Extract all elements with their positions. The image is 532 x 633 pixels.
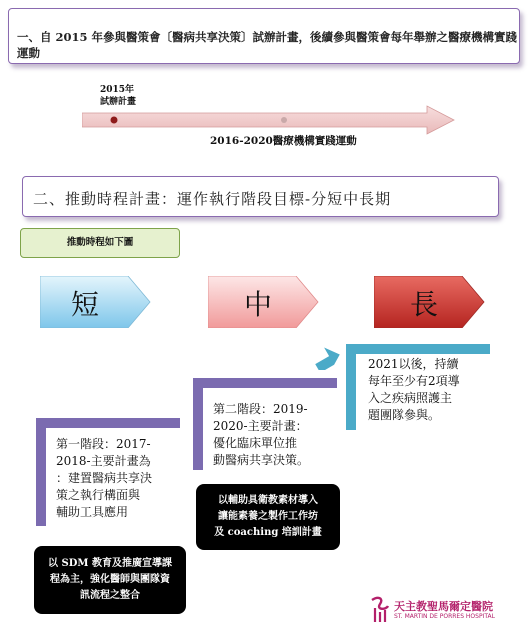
mid-term-label: 中 — [243, 288, 272, 321]
stage1-line: ：建置醫病共享決 — [56, 471, 153, 485]
stage1-note-line: 程為主，強化醫師與團隊資 — [50, 574, 170, 585]
section2-box — [22, 176, 499, 217]
hospital-name: 天主教聖馬爾定醫院 — [394, 600, 493, 613]
stage1-line: 輔助工具應用 — [56, 505, 129, 519]
timeline-marker-2016 — [281, 117, 287, 123]
stage2-note-line: 及 coaching 培訓計畫 — [214, 527, 322, 538]
stage2-line: 動醫病共享決策。 — [213, 453, 310, 467]
stage1-note-line: 訊流程之整合 — [80, 590, 140, 601]
long-term-label: 長 — [409, 288, 438, 321]
stage2-note-line: 讓能素養之製作工作坊 — [218, 511, 318, 522]
stage3-line: 2021以後，持續 — [368, 357, 459, 371]
stage1-line: 策之執行構面與 — [56, 488, 141, 502]
stage3-line: 入之疾病照護主 — [368, 391, 453, 405]
stage3-text — [368, 356, 498, 424]
stage1-text — [56, 436, 186, 521]
stage2-text — [213, 401, 343, 469]
schedule-note: 推動時程如下圖 — [20, 228, 180, 258]
stage2-line: 優化臨床單位推 — [213, 436, 298, 450]
timeline-year-note: 試辦計畫 — [100, 97, 137, 107]
section1-title: 一、自 2015 年參與醫策會〔醫病共享決策〕試辦計畫，後續參與醫策會每年舉辦之醫療機構實踐運動 — [17, 30, 518, 60]
hospital-english-name: ST. MARTIN DE PORRES HOSPITAL — [394, 613, 496, 620]
stage1-line: 2018-主要計畫為 — [56, 454, 151, 468]
stage2-line: 第二階段：2019- — [213, 402, 308, 416]
timeline-arrow-label: 2016-2020醫療機構實踐運動 — [210, 135, 357, 147]
stage1-line: 第一階段：2017- — [56, 437, 151, 451]
short-term-label: 短 — [70, 288, 99, 321]
stage1-note — [34, 546, 186, 614]
hospital-logo — [368, 596, 528, 626]
section1-box — [8, 8, 520, 64]
hospital-logo-icon — [368, 596, 392, 624]
stage2-note — [196, 484, 340, 550]
section2-title: 二、推動時程計畫：運作執行階段目標-分短中長期 — [33, 190, 392, 208]
stage2-note-line: 以輔助具衛教素材導入 — [218, 495, 318, 506]
stage3-line: 題團隊參與。 — [368, 408, 441, 422]
stage1-note-line: 以 SDM 教育及推廣宣導課 — [48, 558, 172, 569]
stage3-up-arrow — [310, 340, 340, 370]
stage3-line: 每年至少有2項導 — [368, 374, 460, 388]
timeline-year: 2015年 — [100, 85, 135, 95]
timeline-marker-2015 — [111, 117, 118, 124]
stage2-line: 2020-主要計畫： — [213, 419, 308, 433]
